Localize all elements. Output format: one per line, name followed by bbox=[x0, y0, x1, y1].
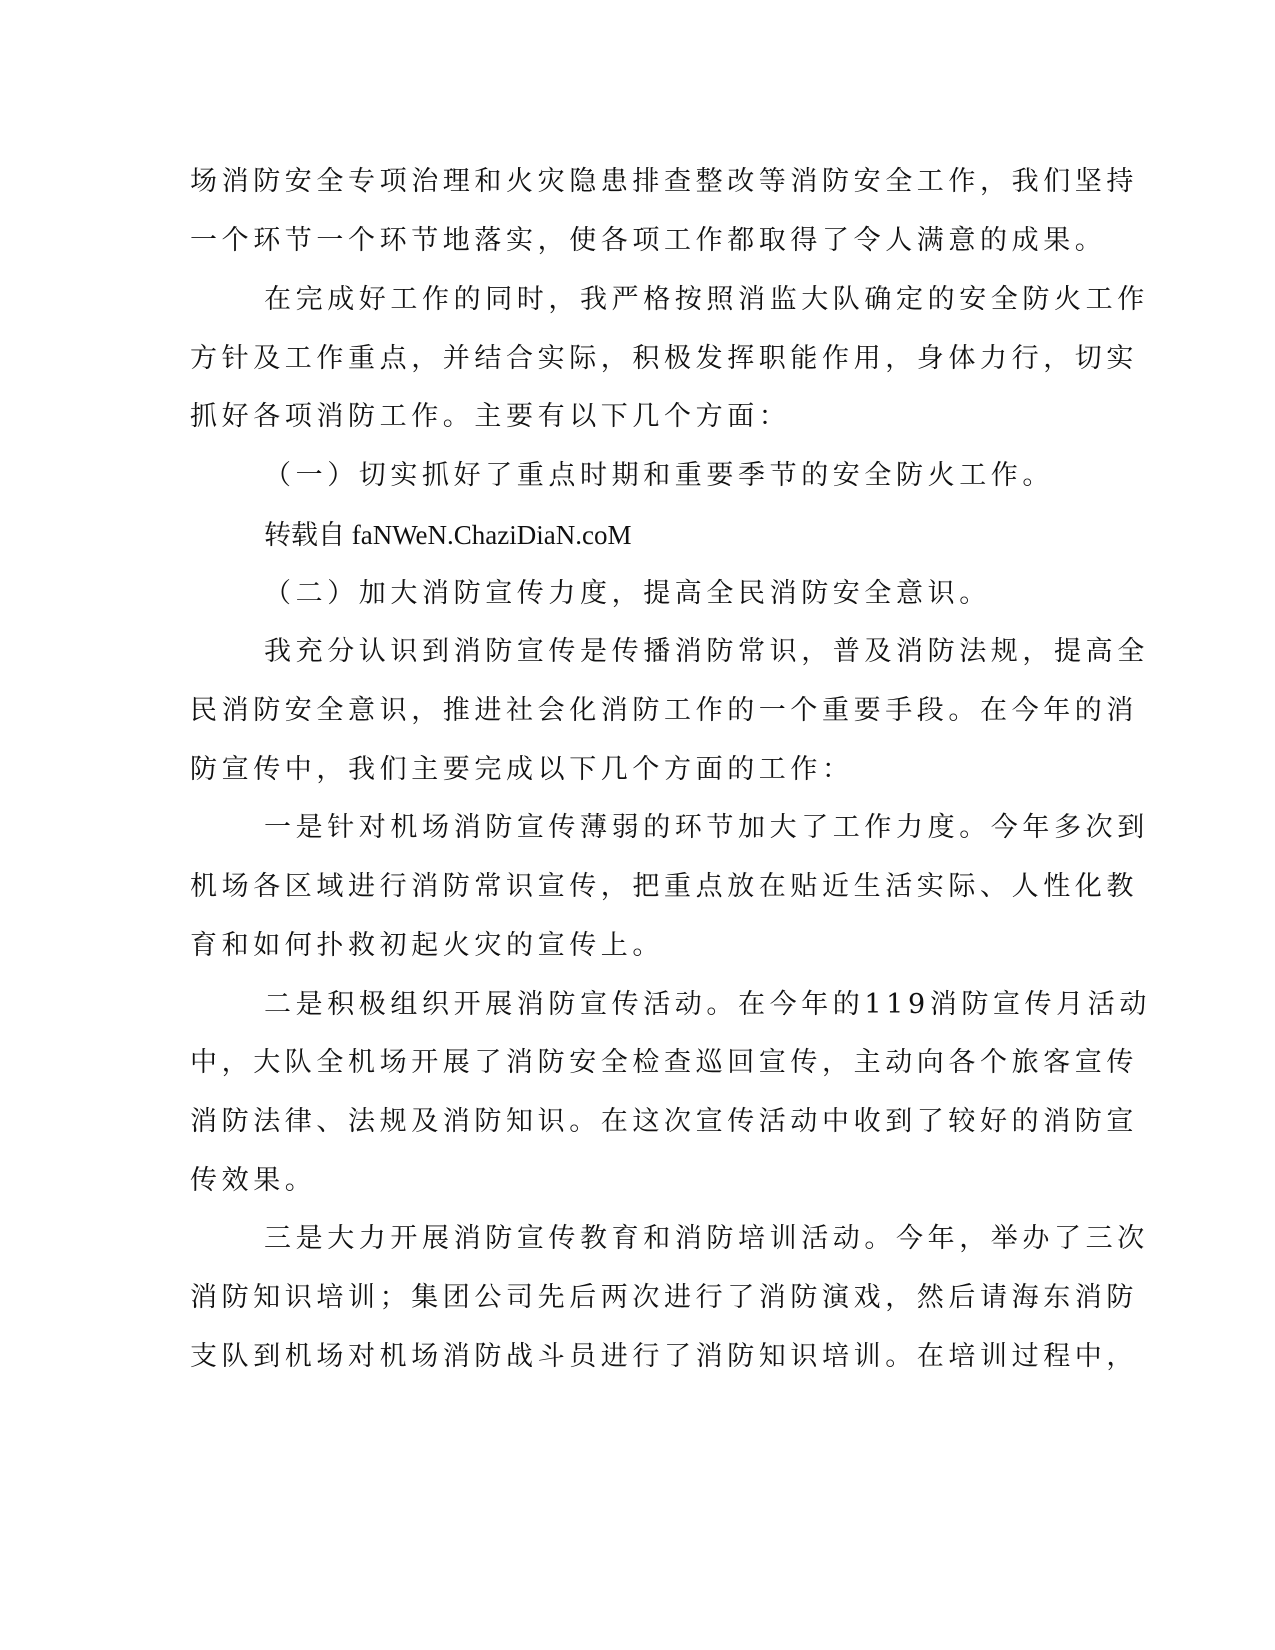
paragraph-line: 传效果。 bbox=[190, 1165, 317, 1196]
paragraph-line: 中，大队全机场开展了消防安全检查巡回宣传，主动向各个旅客宣传 bbox=[190, 1047, 1138, 1078]
section-heading-1: （一）切实抓好了重点时期和重要季节的安全防火工作。 bbox=[264, 460, 1054, 491]
paragraph-line: 抓好各项消防工作。主要有以下几个方面： bbox=[190, 401, 791, 432]
paragraph-line: 防宣传中，我们主要完成以下几个方面的工作： bbox=[190, 754, 854, 785]
paragraph-line: 一个环节一个环节地落实，使各项工作都取得了令人满意的成果。 bbox=[190, 225, 1107, 256]
section-heading-2: （二）加大消防宣传力度，提高全民消防安全意识。 bbox=[264, 578, 991, 609]
paragraph-line: 机场各区域进行消防常识宣传，把重点放在贴近生活实际、人性化教 bbox=[190, 871, 1138, 902]
paragraph-line: 方针及工作重点，并结合实际，积极发挥职能作用，身体力行，切实 bbox=[190, 343, 1138, 374]
paragraph-line: 场消防安全专项治理和火灾隐患排查整改等消防安全工作，我们坚持 bbox=[190, 166, 1138, 197]
paragraph-line: 民消防安全意识，推进社会化消防工作的一个重要手段。在今年的消 bbox=[190, 695, 1138, 726]
paragraph-line: 二是积极组织开展消防宣传活动。在今年的119消防宣传月活动 bbox=[264, 989, 1151, 1020]
paragraph-line: 我充分认识到消防宣传是传播消防常识，普及消防法规，提高全 bbox=[264, 636, 1149, 667]
source-note: 转载自 faNWeN.ChaziDiaN.coM bbox=[264, 520, 632, 550]
paragraph-line: 消防知识培训；集团公司先后两次进行了消防演戏，然后请海东消防 bbox=[190, 1282, 1138, 1313]
paragraph-line: 一是针对机场消防宣传薄弱的环节加大了工作力度。今年多次到 bbox=[264, 812, 1149, 843]
paragraph-line: 支队到机场对机场消防战斗员进行了消防知识培训。在培训过程中， bbox=[190, 1341, 1138, 1372]
paragraph-line: 在完成好工作的同时，我严格按照消监大队确定的安全防火工作 bbox=[264, 284, 1149, 315]
paragraph-line: 消防法律、法规及消防知识。在这次宣传活动中收到了较好的消防宣 bbox=[190, 1106, 1138, 1137]
paragraph-line: 育和如何扑救初起火灾的宣传上。 bbox=[190, 930, 664, 961]
paragraph-line: 三是大力开展消防宣传教育和消防培训活动。今年，举办了三次 bbox=[264, 1223, 1149, 1254]
